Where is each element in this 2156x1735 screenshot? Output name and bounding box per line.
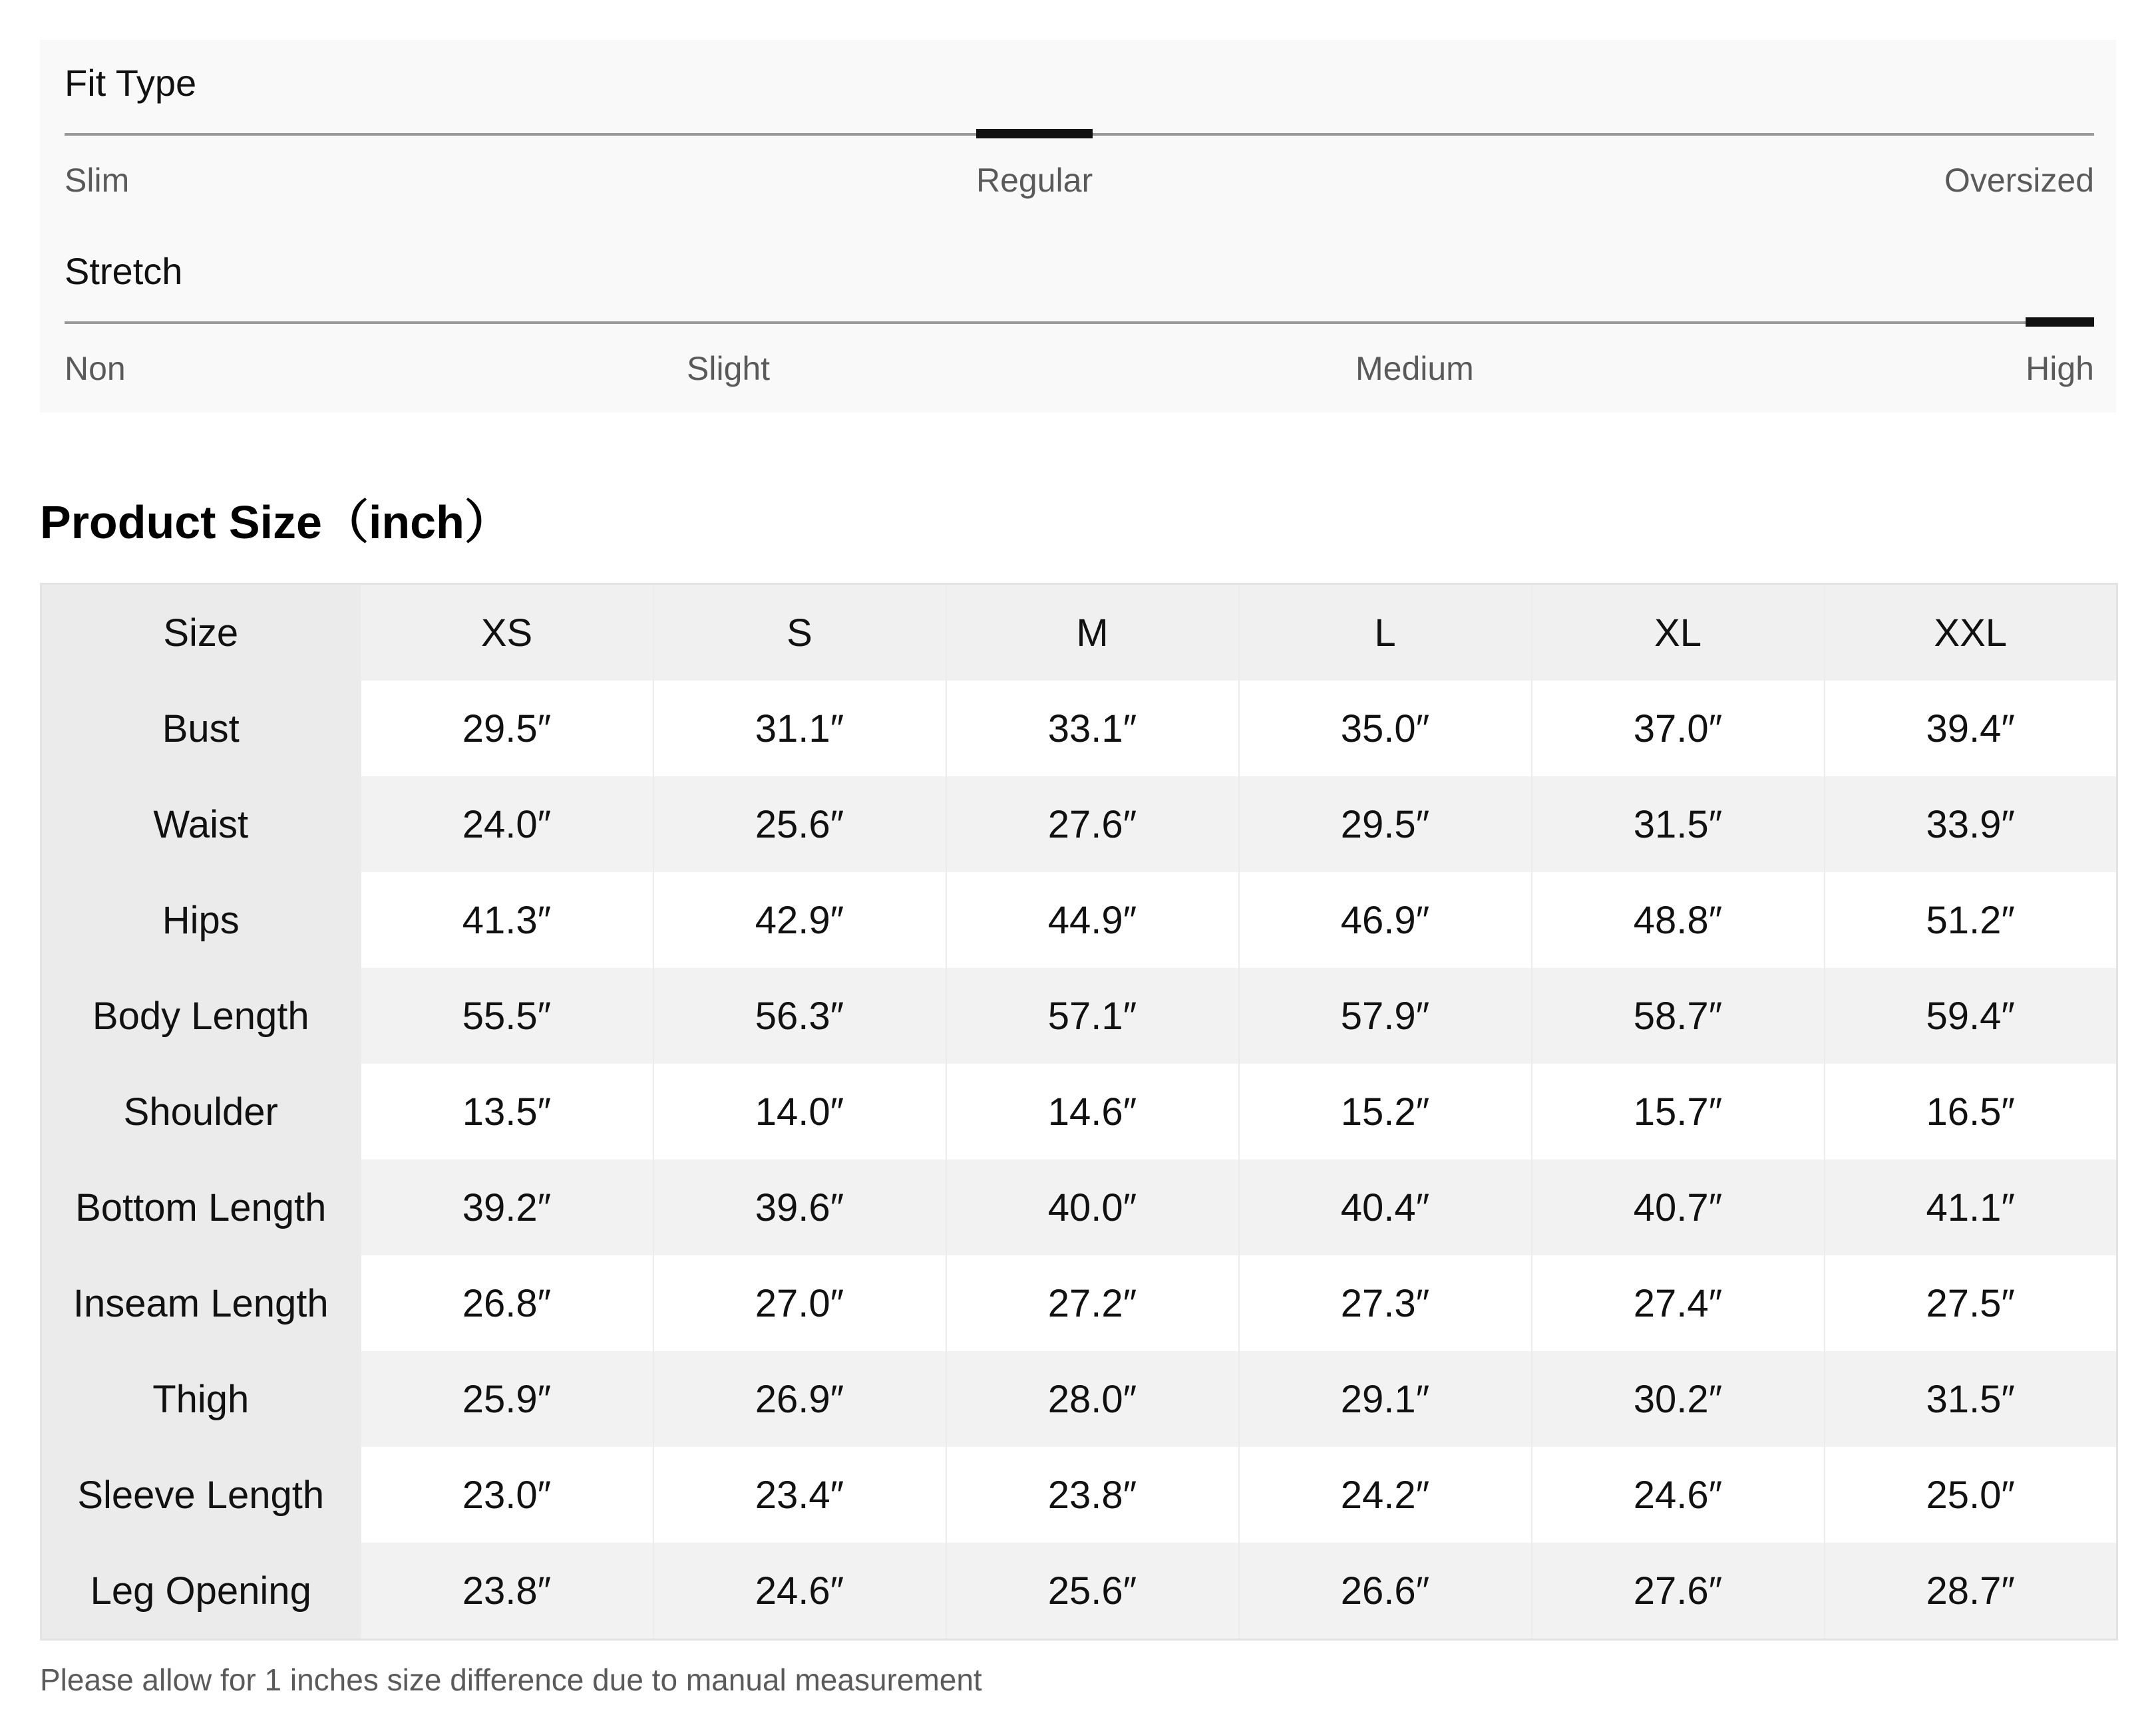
stretch-section [65, 248, 2094, 387]
table-cell: 58.7″ [1532, 968, 1825, 1064]
table-cell: 29.1″ [1239, 1351, 1532, 1447]
table-cell: 27.6″ [1532, 1543, 1825, 1640]
table-cell: 14.6″ [946, 1064, 1239, 1160]
fit-type-option-regular: Regular [976, 162, 1093, 199]
table-cell: 25.6″ [653, 776, 946, 872]
table-cell: 23.8″ [946, 1447, 1239, 1543]
size-header-l: L [1239, 584, 1532, 681]
row-label: Leg Opening [41, 1543, 361, 1640]
stretch-labels [65, 345, 2094, 392]
table-cell: 46.9″ [1239, 872, 1532, 968]
stretch-title: Stretch [65, 250, 183, 292]
table-cell: 24.0″ [361, 776, 653, 872]
table-cell: 33.1″ [946, 681, 1239, 776]
table-cell: 41.3″ [361, 872, 653, 968]
table-cell: 16.5″ [1825, 1064, 2117, 1160]
table-cell: 39.4″ [1825, 681, 2117, 776]
table-cell: 24.6″ [653, 1543, 946, 1640]
row-label: Waist [41, 776, 361, 872]
stretch-indicator [2026, 317, 2094, 327]
table-cell: 24.6″ [1532, 1447, 1825, 1543]
table-cell: 37.0″ [1532, 681, 1825, 776]
row-label: Bottom Length [41, 1160, 361, 1255]
table-row [41, 1543, 2117, 1640]
table-row [41, 872, 2117, 968]
table-cell: 48.8″ [1532, 872, 1825, 968]
measurement-footnote: Please allow for 1 inches size difference due to manual measurement [40, 1662, 982, 1697]
table-cell: 51.2″ [1825, 872, 2117, 968]
table-row [41, 1064, 2117, 1160]
table-cell: 31.5″ [1825, 1351, 2117, 1447]
table-cell: 28.7″ [1825, 1543, 2117, 1640]
size-header-s: S [653, 584, 946, 681]
table-cell: 40.7″ [1532, 1160, 1825, 1255]
row-label: Hips [41, 872, 361, 968]
fit-panel [40, 40, 2116, 412]
table-cell: 33.9″ [1825, 776, 2117, 872]
table-cell: 14.0″ [653, 1064, 946, 1160]
size-table-body [41, 681, 2117, 1640]
table-cell: 24.2″ [1239, 1447, 1532, 1543]
table-row [41, 1447, 2117, 1543]
fit-type-section [65, 60, 2094, 199]
table-cell: 27.5″ [1825, 1255, 2117, 1351]
table-row [41, 776, 2117, 872]
size-header-m: M [946, 584, 1239, 681]
fit-type-title: Fit Type [65, 62, 197, 104]
table-cell: 30.2″ [1532, 1351, 1825, 1447]
stretch-option-non: Non [65, 350, 126, 387]
table-cell: 31.1″ [653, 681, 946, 776]
table-cell: 26.9″ [653, 1351, 946, 1447]
table-cell: 15.2″ [1239, 1064, 1532, 1160]
size-header-xxl: XXL [1825, 584, 2117, 681]
table-cell: 31.5″ [1532, 776, 1825, 872]
table-cell: 13.5″ [361, 1064, 653, 1160]
stretch-option-high: High [2026, 350, 2094, 387]
size-table [40, 583, 2118, 1641]
table-cell: 57.9″ [1239, 968, 1532, 1064]
table-cell: 23.0″ [361, 1447, 653, 1543]
row-label: Shoulder [41, 1064, 361, 1160]
table-cell: 27.0″ [653, 1255, 946, 1351]
table-cell: 27.4″ [1532, 1255, 1825, 1351]
table-row [41, 1160, 2117, 1255]
table-cell: 29.5″ [1239, 776, 1532, 872]
row-label: Thigh [41, 1351, 361, 1447]
table-cell: 29.5″ [361, 681, 653, 776]
fit-type-indicator [976, 129, 1093, 138]
table-row [41, 1351, 2117, 1447]
row-label: Bust [41, 681, 361, 776]
size-header-label: Size [41, 584, 361, 681]
table-cell: 23.8″ [361, 1543, 653, 1640]
table-cell: 26.6″ [1239, 1543, 1532, 1640]
table-cell: 40.4″ [1239, 1160, 1532, 1255]
table-cell: 15.7″ [1532, 1064, 1825, 1160]
table-cell: 39.6″ [653, 1160, 946, 1255]
table-cell: 25.9″ [361, 1351, 653, 1447]
table-row [41, 681, 2117, 776]
stretch-option-slight: Slight [687, 350, 771, 387]
fit-type-labels [65, 157, 2094, 204]
product-size-heading: Product Size（inch） [40, 496, 511, 548]
table-cell: 57.1″ [946, 968, 1239, 1064]
row-label: Sleeve Length [41, 1447, 361, 1543]
table-cell: 27.3″ [1239, 1255, 1532, 1351]
size-header-xs: XS [361, 584, 653, 681]
size-header-row [41, 584, 2117, 681]
table-cell: 42.9″ [653, 872, 946, 968]
table-cell: 39.2″ [361, 1160, 653, 1255]
table-cell: 44.9″ [946, 872, 1239, 968]
table-cell: 59.4″ [1825, 968, 2117, 1064]
fit-type-option-slim: Slim [65, 162, 130, 199]
table-cell: 26.8″ [361, 1255, 653, 1351]
table-cell: 40.0″ [946, 1160, 1239, 1255]
table-cell: 25.0″ [1825, 1447, 2117, 1543]
table-cell: 56.3″ [653, 968, 946, 1064]
row-label: Inseam Length [41, 1255, 361, 1351]
fit-type-option-oversized: Oversized [1944, 162, 2094, 199]
row-label: Body Length [41, 968, 361, 1064]
size-header-xl: XL [1532, 584, 1825, 681]
stretch-option-medium: Medium [1355, 350, 1474, 387]
table-cell: 27.2″ [946, 1255, 1239, 1351]
table-cell: 41.1″ [1825, 1160, 2117, 1255]
table-cell: 25.6″ [946, 1543, 1239, 1640]
fit-type-scale [65, 133, 2094, 136]
table-cell: 28.0″ [946, 1351, 1239, 1447]
table-row [41, 1255, 2117, 1351]
table-cell: 35.0″ [1239, 681, 1532, 776]
table-cell: 27.6″ [946, 776, 1239, 872]
table-row [41, 968, 2117, 1064]
table-cell: 55.5″ [361, 968, 653, 1064]
stretch-scale [65, 321, 2094, 324]
table-cell: 23.4″ [653, 1447, 946, 1543]
